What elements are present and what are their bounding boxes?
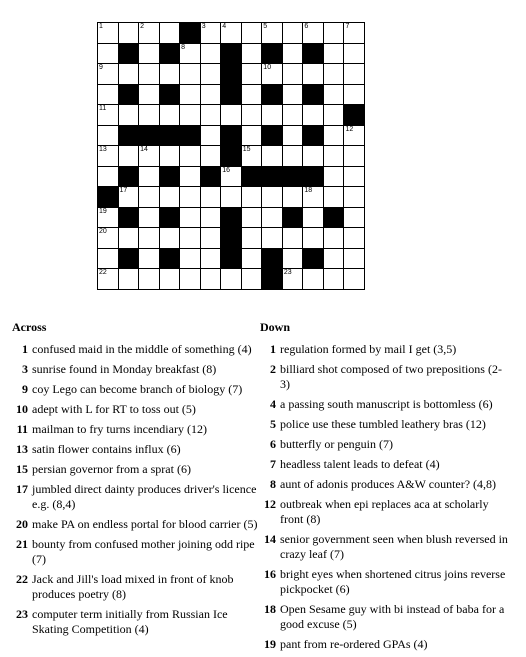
- grid-cell[interactable]: [324, 167, 344, 187]
- clue-number: 6: [304, 23, 309, 30]
- grid-cell[interactable]: [98, 208, 118, 228]
- across-heading: Across: [12, 320, 47, 334]
- clue-number-label: 12: [264, 497, 276, 511]
- grid-cell[interactable]: [303, 146, 323, 166]
- clue-text: regulation formed by mail I get (3,5): [280, 342, 457, 356]
- grid-cell[interactable]: [344, 167, 364, 187]
- grid-cell[interactable]: [98, 23, 118, 43]
- grid-cell[interactable]: [201, 85, 221, 105]
- grid-cell[interactable]: [324, 105, 344, 125]
- grid-block: [262, 85, 282, 105]
- clue-number-label: 23: [16, 607, 28, 621]
- clue-text: police use these tumbled leathery bras (12): [280, 417, 486, 431]
- grid-block: [119, 249, 139, 269]
- across-clue[interactable]: [12, 537, 260, 567]
- grid-cell[interactable]: [283, 85, 303, 105]
- grid-cell[interactable]: [283, 44, 303, 64]
- clue-number: 4: [222, 23, 227, 30]
- clue-number-label: 8: [270, 477, 276, 491]
- grid-cell[interactable]: [98, 64, 118, 84]
- clue-text: Open Sesame guy with bi instead of baba for a good excuse (5): [280, 602, 505, 631]
- grid-block: [283, 208, 303, 228]
- grid-cell[interactable]: [324, 64, 344, 84]
- clue-number: 13: [99, 146, 107, 154]
- grid-cell[interactable]: [119, 228, 139, 248]
- grid-cell[interactable]: [139, 64, 159, 84]
- grid-cell[interactable]: [98, 249, 118, 269]
- grid-cell[interactable]: [119, 269, 139, 289]
- grid-cell[interactable]: [303, 64, 323, 84]
- across-clue[interactable]: [12, 607, 260, 637]
- grid-cell[interactable]: [242, 228, 262, 248]
- clue-number-label: 2: [270, 362, 276, 376]
- grid-cell[interactable]: [344, 146, 364, 166]
- grid-cell[interactable]: [98, 269, 118, 289]
- down-clue[interactable]: [260, 397, 508, 412]
- grid-cell[interactable]: [324, 146, 344, 166]
- grid-cell[interactable]: [283, 249, 303, 269]
- grid-cell[interactable]: [139, 269, 159, 289]
- across-clue[interactable]: [12, 342, 260, 357]
- grid-cell[interactable]: [180, 269, 200, 289]
- grid-cell[interactable]: [262, 64, 282, 84]
- grid-block: [160, 167, 180, 187]
- clue-number-label: 21: [16, 537, 28, 551]
- clue-number: 10: [263, 64, 272, 72]
- grid-cell[interactable]: [201, 187, 221, 207]
- grid-block: [324, 208, 344, 228]
- grid-cell[interactable]: [283, 64, 303, 84]
- clue-number: 8: [181, 43, 186, 51]
- clue-number: 7: [345, 23, 350, 30]
- clue-number-label: 18: [264, 602, 276, 616]
- across-clues-panel: [12, 320, 260, 642]
- grid-block: [119, 126, 139, 146]
- grid-cell[interactable]: [242, 85, 262, 105]
- grid-cell[interactable]: [201, 269, 221, 289]
- clue-number: 3: [201, 23, 206, 30]
- grid-cell[interactable]: [303, 23, 323, 43]
- grid-cell[interactable]: [119, 64, 139, 84]
- clue-number-label: 10: [16, 402, 28, 416]
- clue-text: outbreak when epi replaces aca at scholarly front (8): [280, 497, 489, 526]
- clue-text: jumbled direct dainty produces driver's licence e.g. (8,4): [32, 482, 257, 511]
- clue-text: Jack and Jill's load mixed in front of knob produces poetry (8): [32, 572, 234, 601]
- crossword-grid: [97, 22, 365, 290]
- grid-block: [262, 269, 282, 289]
- clue-number: 19: [99, 207, 107, 215]
- grid-cell[interactable]: [139, 44, 159, 64]
- clue-number: 9: [99, 64, 103, 72]
- grid-block: [242, 167, 262, 187]
- clue-text: computer term initially from Russian Ice Skating Competition (4): [32, 607, 228, 636]
- grid-cell[interactable]: [180, 167, 200, 187]
- grid-block: [283, 167, 303, 187]
- clue-number-label: 17: [16, 482, 28, 496]
- grid-block: [160, 249, 180, 269]
- grid-block: [160, 126, 180, 146]
- grid-cell[interactable]: [98, 126, 118, 146]
- grid-cell[interactable]: [324, 126, 344, 146]
- grid-cell[interactable]: [344, 44, 364, 64]
- clue-text: aunt of adonis produces A&W counter? (4,8): [280, 477, 497, 491]
- grid-cell[interactable]: [324, 187, 344, 207]
- down-clue[interactable]: [260, 602, 508, 632]
- grid-block: [139, 126, 159, 146]
- grid-cell[interactable]: [303, 105, 323, 125]
- down-heading: Down: [260, 320, 291, 334]
- clue-text: coy Lego can become branch of biology (7): [32, 382, 243, 396]
- clue-number-label: 15: [16, 462, 28, 476]
- grid-cell[interactable]: [139, 23, 159, 43]
- clue-text: headless talent leads to defeat (4): [280, 457, 440, 471]
- grid-cell[interactable]: [242, 208, 262, 228]
- grid-cell[interactable]: [139, 208, 159, 228]
- grid-block: [303, 85, 323, 105]
- across-clue[interactable]: [12, 402, 260, 417]
- clue-number-label: 7: [270, 457, 276, 471]
- grid-cell[interactable]: [242, 23, 262, 43]
- grid-cell[interactable]: [201, 228, 221, 248]
- clue-number-label: 6: [270, 437, 276, 451]
- across-clue[interactable]: [12, 462, 260, 477]
- grid-cell[interactable]: [139, 187, 159, 207]
- grid-block: [303, 167, 323, 187]
- grid-cell[interactable]: [201, 146, 221, 166]
- clue-number-label: 4: [270, 397, 276, 411]
- clue-text: a passing south manuscript is bottomless (6): [280, 397, 493, 411]
- grid-cell[interactable]: [344, 126, 364, 146]
- grid-cell[interactable]: [344, 208, 364, 228]
- grid-cell[interactable]: [160, 64, 180, 84]
- grid-cell[interactable]: [303, 208, 323, 228]
- grid-cell[interactable]: [221, 269, 241, 289]
- grid-cell[interactable]: [344, 187, 364, 207]
- grid-cell[interactable]: [344, 249, 364, 269]
- grid-block: [303, 126, 323, 146]
- grid-cell[interactable]: [139, 105, 159, 125]
- grid-block: [262, 44, 282, 64]
- grid-block: [160, 44, 180, 64]
- down-clue[interactable]: [260, 477, 508, 492]
- grid-cell[interactable]: [283, 126, 303, 146]
- grid-cell[interactable]: [221, 23, 241, 43]
- clue-number-label: 20: [16, 517, 28, 531]
- grid-cell[interactable]: [221, 105, 241, 125]
- clue-text: sunrise found in Monday breakfast (8): [32, 362, 217, 376]
- grid-cell[interactable]: [242, 126, 262, 146]
- grid-cell[interactable]: [180, 228, 200, 248]
- grid-cell[interactable]: [262, 146, 282, 166]
- grid-block: [262, 249, 282, 269]
- down-clue[interactable]: [260, 342, 508, 357]
- grid-cell[interactable]: [242, 187, 262, 207]
- grid-block: [221, 64, 241, 84]
- grid-cell[interactable]: [160, 23, 180, 43]
- grid-cell[interactable]: [242, 44, 262, 64]
- clue-number: 12: [345, 125, 354, 133]
- across-clue[interactable]: [12, 572, 260, 602]
- clue-text: make PA on endless portal for blood carrier (5): [32, 517, 258, 531]
- down-clue[interactable]: [260, 437, 508, 452]
- clue-number-label: 9: [22, 382, 28, 396]
- grid-cell[interactable]: [324, 85, 344, 105]
- grid-block: [262, 126, 282, 146]
- grid-cell[interactable]: [201, 249, 221, 269]
- grid-cell[interactable]: [324, 269, 344, 289]
- clue-text: butterfly or penguin (7): [280, 437, 393, 451]
- grid-cell[interactable]: [344, 23, 364, 43]
- clue-number: 1: [99, 23, 103, 30]
- grid-cell[interactable]: [201, 23, 221, 43]
- clue-number: 17: [119, 187, 128, 195]
- grid-cell[interactable]: [98, 146, 118, 166]
- grid-cell[interactable]: [242, 269, 262, 289]
- grid-cell[interactable]: [119, 146, 139, 166]
- grid-cell[interactable]: [119, 23, 139, 43]
- grid-block: [221, 126, 241, 146]
- grid-block: [303, 44, 323, 64]
- down-clue[interactable]: [260, 497, 508, 527]
- clue-number: 18: [304, 187, 313, 195]
- grid-block: [180, 126, 200, 146]
- clue-text: mailman to fry turns incendiary (12): [32, 422, 207, 436]
- grid-cell[interactable]: [262, 228, 282, 248]
- across-clue[interactable]: [12, 482, 260, 512]
- clue-text: billiard shot composed of two prepositions (2-3): [280, 362, 502, 391]
- grid-cell[interactable]: [344, 85, 364, 105]
- down-clue[interactable]: [260, 567, 508, 597]
- grid-cell[interactable]: [262, 187, 282, 207]
- grid-cell[interactable]: [180, 105, 200, 125]
- grid-cell[interactable]: [283, 187, 303, 207]
- clue-number: 14: [140, 146, 148, 154]
- grid-cell[interactable]: [160, 269, 180, 289]
- grid-block: [201, 167, 221, 187]
- grid-cell[interactable]: [201, 126, 221, 146]
- grid-cell[interactable]: [201, 208, 221, 228]
- grid-cell[interactable]: [201, 44, 221, 64]
- grid-cell[interactable]: [242, 249, 262, 269]
- grid-cell[interactable]: [119, 105, 139, 125]
- grid-cell[interactable]: [324, 23, 344, 43]
- down-clue[interactable]: [260, 417, 508, 432]
- grid-cell[interactable]: [139, 228, 159, 248]
- grid-block: [221, 228, 241, 248]
- clue-text: pant from re-ordered GPAs (4): [280, 637, 428, 651]
- grid-cell[interactable]: [262, 105, 282, 125]
- grid-block: [221, 44, 241, 64]
- grid-block: [119, 167, 139, 187]
- across-clue[interactable]: [12, 517, 260, 532]
- grid-cell[interactable]: [303, 269, 323, 289]
- clue-number-label: 3: [22, 362, 28, 376]
- down-clues-panel: [260, 320, 508, 657]
- grid-block: [221, 208, 241, 228]
- grid-cell[interactable]: [303, 228, 323, 248]
- grid-block: [119, 208, 139, 228]
- clue-number-label: 5: [270, 417, 276, 431]
- grid-cell[interactable]: [139, 85, 159, 105]
- grid-cell[interactable]: [180, 187, 200, 207]
- grid-cell[interactable]: [283, 23, 303, 43]
- grid-cell[interactable]: [139, 167, 159, 187]
- grid-cell[interactable]: [98, 85, 118, 105]
- grid-block: [344, 105, 364, 125]
- across-clue[interactable]: [12, 442, 260, 457]
- grid-cell[interactable]: [283, 269, 303, 289]
- clue-number-label: 22: [16, 572, 28, 586]
- grid-cell[interactable]: [283, 228, 303, 248]
- grid-cell[interactable]: [139, 146, 159, 166]
- grid-cell[interactable]: [180, 146, 200, 166]
- grid-block: [262, 167, 282, 187]
- grid-cell[interactable]: [283, 105, 303, 125]
- grid-cell[interactable]: [344, 269, 364, 289]
- grid-cell[interactable]: [160, 146, 180, 166]
- clue-number-label: 16: [264, 567, 276, 581]
- grid-cell[interactable]: [324, 228, 344, 248]
- clue-number-label: 14: [264, 532, 276, 546]
- clue-text: persian governor from a sprat (6): [32, 462, 191, 476]
- grid-cell[interactable]: [98, 105, 118, 125]
- across-clue[interactable]: [12, 382, 260, 397]
- down-clue[interactable]: [260, 457, 508, 472]
- clue-text: bright eyes when shortened citrus joins reverse pickpocket (6): [280, 567, 506, 596]
- grid-cell[interactable]: [180, 208, 200, 228]
- clue-text: satin flower contains influx (6): [32, 442, 181, 456]
- grid-cell[interactable]: [242, 146, 262, 166]
- grid-block: [221, 249, 241, 269]
- clue-number-label: 19: [264, 637, 276, 651]
- grid-cell[interactable]: [98, 44, 118, 64]
- grid-cell[interactable]: [180, 64, 200, 84]
- clue-number: 16: [222, 166, 231, 174]
- grid-cell[interactable]: [160, 187, 180, 207]
- grid-block: [160, 208, 180, 228]
- clue-text: confused maid in the middle of something (4): [32, 342, 252, 356]
- clue-number: 5: [263, 23, 268, 30]
- grid-cell[interactable]: [242, 105, 262, 125]
- clue-number-label: 1: [22, 342, 28, 356]
- grid-cell[interactable]: [283, 146, 303, 166]
- grid-cell[interactable]: [160, 105, 180, 125]
- grid-cell[interactable]: [180, 85, 200, 105]
- grid-cell[interactable]: [324, 44, 344, 64]
- grid-cell[interactable]: [242, 64, 262, 84]
- grid-cell[interactable]: [221, 167, 241, 187]
- grid-cell[interactable]: [324, 249, 344, 269]
- clue-number: 23: [283, 269, 292, 277]
- grid-block: [160, 85, 180, 105]
- across-clue[interactable]: [12, 362, 260, 377]
- clue-number: 15: [242, 146, 251, 154]
- clue-text: bounty from confused mother joining odd ripe (7): [32, 537, 255, 566]
- down-clue[interactable]: [260, 532, 508, 562]
- grid-cell[interactable]: [201, 64, 221, 84]
- grid-block: [180, 23, 200, 43]
- grid-cell[interactable]: [98, 228, 118, 248]
- grid-block: [221, 85, 241, 105]
- clue-text: senior government seen when blush reversed in crazy leaf (7): [280, 532, 508, 561]
- clue-number: 20: [99, 228, 107, 236]
- grid-cell[interactable]: [160, 228, 180, 248]
- grid-cell[interactable]: [180, 44, 200, 64]
- down-clue[interactable]: [260, 362, 508, 392]
- clue-number-label: 13: [16, 442, 28, 456]
- grid-cell[interactable]: [344, 228, 364, 248]
- clue-number-label: 1: [270, 342, 276, 356]
- clue-number: 2: [140, 23, 144, 30]
- grid-block: [119, 44, 139, 64]
- clue-number-label: 11: [16, 422, 28, 436]
- grid-cell[interactable]: [119, 187, 139, 207]
- grid-cell[interactable]: [262, 23, 282, 43]
- clue-number: 11: [99, 105, 107, 113]
- clue-number: 21: [222, 228, 231, 236]
- clue-number: 22: [99, 269, 107, 277]
- grid-block: [221, 146, 241, 166]
- grid-block: [119, 85, 139, 105]
- grid-cell[interactable]: [201, 105, 221, 125]
- grid-cell[interactable]: [344, 64, 364, 84]
- clue-text: adept with L for RT to toss out (5): [32, 402, 196, 416]
- grid-cell[interactable]: [98, 167, 118, 187]
- grid-cell[interactable]: [303, 187, 323, 207]
- grid-cell[interactable]: [221, 187, 241, 207]
- across-clue[interactable]: [12, 422, 260, 437]
- grid-cell[interactable]: [139, 249, 159, 269]
- grid-block: [98, 187, 118, 207]
- grid-block: [303, 249, 323, 269]
- grid-cell[interactable]: [262, 208, 282, 228]
- grid-cell[interactable]: [180, 249, 200, 269]
